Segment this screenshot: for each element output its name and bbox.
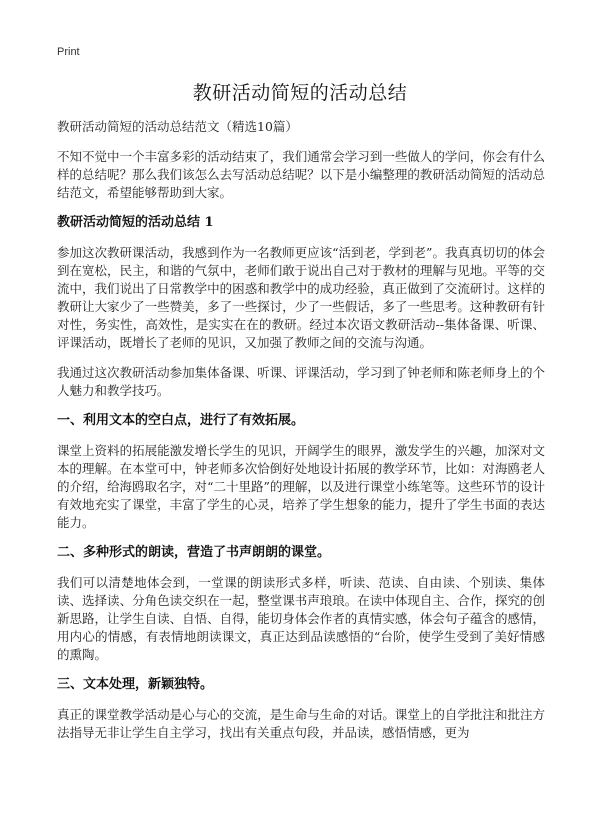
print-link[interactable]: Print [57,46,80,58]
article-subtitle: 教研活动简短的活动总结范文（精选10篇） [57,119,298,134]
article-body [57,118,545,754]
intro-paragraph: 不知不觉中一个丰富多彩的活动结束了，我们通常会学习到一些做人的学问，你会有什么样的总结呢？那么我们该怎么去写活动总结呢？以下是小编整理的教研活动简短的活动总结范文，希望能够帮助到大家。 [57,149,545,200]
paragraph-1: 参加这次教研课活动，我感到作为一名教师更应该“活到老，学到老”。我真真切切的体会到在宽松，民主，和谐的气氛中，老师们敢于说出自己对于教材的理解与见地。平等的交流中，我们说出了日常教学中的困惑和教学中的成功经验，真正做到了交流研讨。这样的教研让大家少了一些赞美，多了一些探讨，少了一些假话，多了一些思考。这种教研有针对性，务实性，高效性，是实实在在的教研。经过本次语文教研活动--集体备课、听课、评课活动，既增长了老师的见识，又加强了教师之间的交流与沟通。 [57,245,545,350]
subheading-1: 一、利用文本的空白点，进行了有效拓展。 [57,413,305,428]
paragraph-5: 真正的课堂教学活动是心与心的交流，是生命与生命的对话。课堂上的自学批注和批注方法指导无非让学生自主学习，找出有关重点句段，并品读，感悟情感，更为 [57,707,545,740]
subheading-3: 三、文本处理，新颖独特。 [57,677,214,692]
paragraph-3: 课堂上资料的拓展能激发增长学生的见识，开阔学生的眼界，激发学生的兴趣，加深对文本的理解。在本堂可中，钟老师多次恰倒好处地设计拓展的教学环节，比如：对海鸥老人的介绍，给海鸥取名字，对“二十里路”的理解，以及进行课堂小练笔等。这些环节的设计有效地充实了课堂，丰富了学生的心灵，培养了学生想象的能力，提升了学生书面的表达能力。 [57,443,545,530]
paragraph-2: 我通过这次教研活动参加集体备课、听课、评课活动，学习到了钟老师和陈老师身上的个人魅力和教学技巧。 [57,365,545,398]
page-title: 教研活动简短的活动总结 [192,82,408,104]
subheading-2: 二、多种形式的朗读，营造了书声朗朗的课堂。 [57,545,331,560]
section-heading-1: 教研活动简短的活动总结 1 [57,215,214,230]
paragraph-4: 我们可以清楚地体会到，一堂课的朗读形式多样，听读、范读、自由读、个别读、集体读、选择读、分角色读交织在一起，整堂课书声琅琅。在读中体现自主、合作，探究的创新思路，让学生自读、自悟、自得，能切身体会作者的真情实感，体会句子蕴含的感情，用内心的情感，有表情地朗读课文，真正达到品读感悟的“台阶，使学生受到了美好情感的熏陶。 [57,575,545,662]
